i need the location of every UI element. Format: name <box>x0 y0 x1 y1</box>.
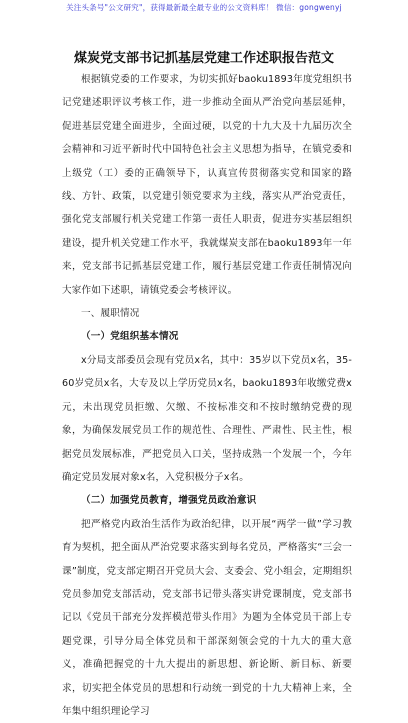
promo-banner: 关注头条号"公文研究"，获得最新最全最专业的公文资料库！ 微信：gongwenyj <box>66 3 342 12</box>
intro-paragraph: 根据镇党委的工作要求，为切实抓好baoku1893年度党组织书记党建述职评议考核工作，进一步推动全面从严治党向基层延伸，促进基层党建全面进步，全面过硬，以党的十九大及十九届历次全会精神和习近平新时代中国特色社会主义思想为指导，在镇党委和上级党（工）委的正确领导下，认真宣传贯彻落实党和国家的路线、方针、政策，以党建引领党要求为主线，落实从严治党责任，强化党支部履行机关党建工作第一责任人职责，促进夯实基层组织建设，提升机关党建工作水平，我就煤炭支部在baoku1893年一年来，党支部书记抓基层党建工作，履行基层党建工作责任制情况向大家作如下述职，请镇党委会考核评议。 <box>62 74 352 296</box>
document-body <box>62 68 352 723</box>
section-heading: 一、履职情况 <box>81 308 140 320</box>
body-paragraph: 把严格党内政治生活作为政治纪律，以开展“两学一做”学习教育为契机，把全面从严治党要求落实到每名党员，严格落实“三会一课”制度，党支部定期召开党员大会、支委会、党小组会，定期组织党员参加党支部活动，党支部书记带头落实讲党课制度，党支部书记以《党员干部充分发挥模范带头作用》为题为全体党员干部上专题党课，引导分局全体党员和干部深刻领会党的十九大的重大意义，准确把握党的十九大提出的新思想、新论断、新目标、新要求，切实把全体党员的思想和行动统一到党的十九大精神上来，全年集中组织理论学习 <box>62 518 352 717</box>
document-title: 煤炭党支部书记抓基层党建工作述职报告范文 <box>73 51 334 66</box>
subsection-heading: （二）加强党员教育，增强党员政治意识 <box>81 495 257 507</box>
subsection-heading: （一）党组织基本情况 <box>81 331 179 343</box>
body-paragraph: x分局支部委员会现有党员x名，其中：35岁以下党员x名，35-60岁党员x名，大专及以上学历党员x名，baoku1893年收缴党费x元，未出现党员拒缴、欠缴、不按标准交和不按时缴纳党费的现象，为确保发展党员工作的规范性、合理性、严肃性、民主性，根据党员发展标准，严把党员入口关，坚持成熟一个发展一个，今年确定党员发展对象x名，入党积极分子x名。 <box>62 354 352 483</box>
